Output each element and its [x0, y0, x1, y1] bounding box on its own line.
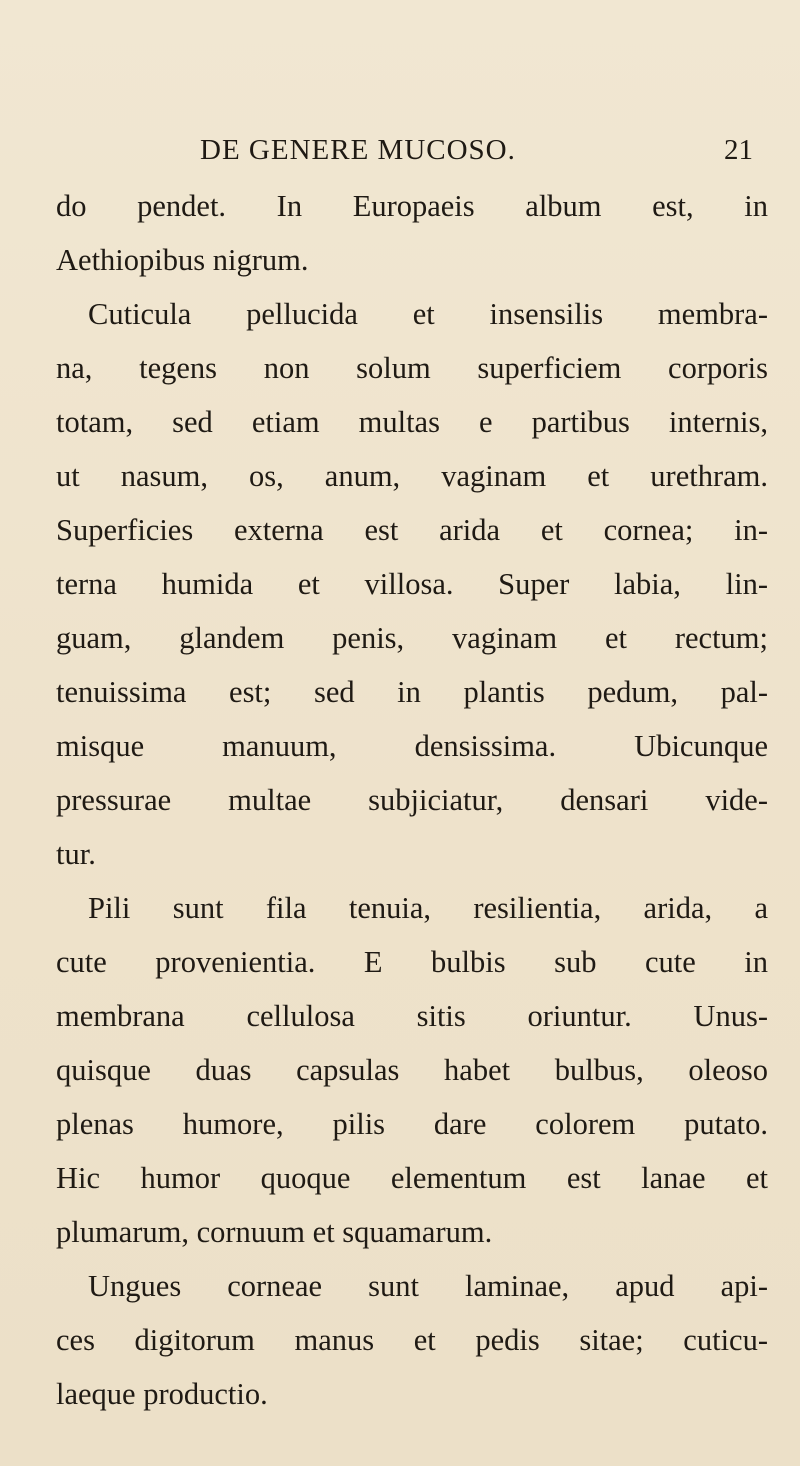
text-line: plumarum, cornuum et squamarum. [56, 1215, 493, 1249]
text-line: Superficies externa est arida et cornea; in- [56, 513, 768, 547]
text-line: guam, glandem penis, vaginam et rectum; [56, 621, 768, 655]
text-line: ces digitorum manus et pedis sitae; cuticu- [56, 1323, 768, 1357]
text-line: laeque productio. [56, 1377, 268, 1411]
paragraph-start-cuticula: Cuticula pellucida et insensilis membra- [88, 297, 768, 331]
text-line: na, tegens non solum superficiem corporis [56, 351, 768, 385]
text-line: pressurae multae subjiciatur, densari vide- [56, 783, 768, 817]
text-line: Aethiopibus nigrum. [56, 243, 309, 277]
paragraph-start-ungues: Ungues corneae sunt laminae, apud api- [88, 1269, 768, 1303]
text-line: cute provenientia. E bulbis sub cute in [56, 945, 768, 979]
page-header [0, 134, 800, 174]
text-line: terna humida et villosa. Super labia, lin- [56, 567, 768, 601]
text-line: misque manuum, densissima. Ubicunque [56, 729, 768, 763]
text-line: totam, sed etiam multas e partibus internis, [56, 405, 768, 439]
text-line: plenas humore, pilis dare colorem putato. [56, 1107, 768, 1141]
text-line: do pendet. In Europaeis album est, in [56, 189, 768, 223]
running-title: DE GENERE MUCOSO. [200, 134, 516, 166]
page-number: 21 [724, 134, 753, 166]
text-line: tur. [56, 837, 96, 871]
text-line: quisque duas capsulas habet bulbus, oleoso [56, 1053, 768, 1087]
paragraph-start-pili: Pili sunt fila tenuia, resilientia, arida, a [88, 891, 768, 925]
text-line: membrana cellulosa sitis oriuntur. Unus- [56, 999, 768, 1033]
text-line: tenuissima est; sed in plantis pedum, pal- [56, 675, 768, 709]
text-line: Hic humor quoque elementum est lanae et [56, 1161, 768, 1195]
text-line: ut nasum, os, anum, vaginam et urethram. [56, 459, 768, 493]
